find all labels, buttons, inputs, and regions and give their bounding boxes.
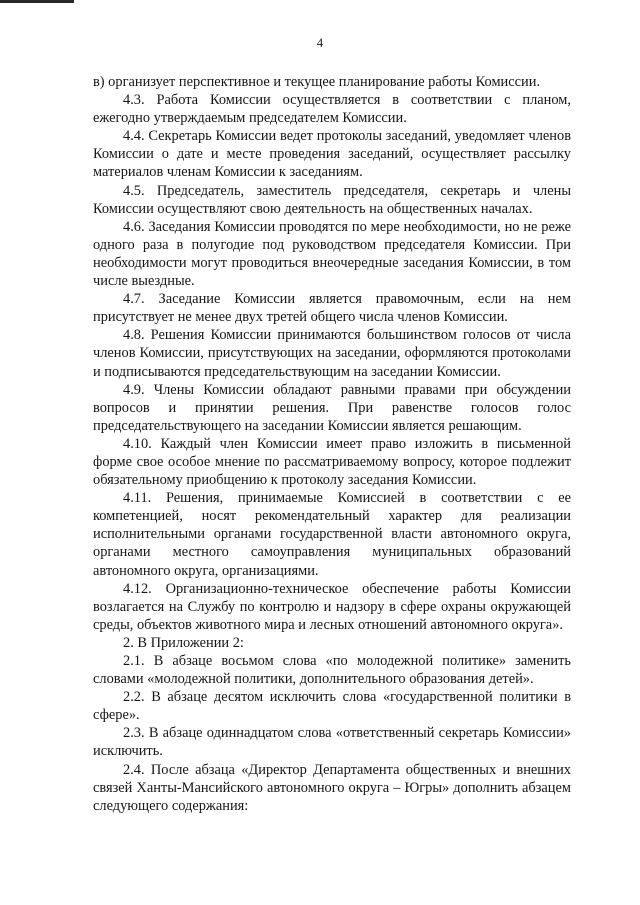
paragraph-2-3: 2.3. В абзаце одиннадцатом слова «ответственный секретарь Комиссии» исключить. — [93, 725, 571, 760]
paragraph-4-8: 4.8. Решения Комиссии принимаются большинством голосов от числа членов Комиссии, присутствующих на заседании, оформляются протоколами и подписываются председательствующим на заседании Комиссии. — [93, 327, 571, 380]
paragraph-2-4: 2.4. После абзаца «Директор Департамента общественных и внешних связей Ханты-Мансийского автономного округа – Югры» дополнить абзацем следующего содержания: — [93, 761, 571, 814]
paragraph-2-1: 2.1. В абзаце восьмом слова «по молодежной политике» заменить словами «молодежной политики, дополнительного образования детей». — [93, 653, 571, 688]
paragraph-4-6: 4.6. Заседания Комиссии проводятся по мере необходимости, но не реже одного раза в полугодие под руководством председателя Комиссии. При необходимости могут проводиться внеочередные заседания Комиссии, в том числе выездные. — [93, 218, 571, 290]
paragraph-4-4: 4.4. Секретарь Комиссии ведет протоколы заседаний, уведомляет членов Комиссии о дате и месте проведения заседаний, осуществляет рассылку материалов членам Комиссии к заседаниям. — [93, 128, 571, 181]
paragraph-4-9: 4.9. Члены Комиссии обладают равными правами при обсуждении вопросов и принятии решения. При равенстве голосов голос председательствующего на заседании Комиссии является решающим. — [93, 381, 571, 434]
paragraph-item-v: в) организует перспективное и текущее планирование работы Комиссии. — [93, 74, 541, 90]
paragraph-4-3: 4.3. Работа Комиссии осуществляется в соответствии с планом, ежегодно утверждаемым председателем Комиссии. — [93, 92, 571, 127]
paragraph-4-7: 4.7. Заседание Комиссии является правомочным, если на нем присутствует не менее двух третей общего числа членов Комиссии. — [93, 291, 571, 326]
paragraph-4-12: 4.12. Организационно-техническое обеспечение работы Комиссии возлагается на Службу по контролю и надзору в сфере охраны окружающей среды, объектов животного мира и лесных отношений автономного округа». — [93, 580, 571, 633]
paragraph-4-10: 4.10. Каждый член Комиссии имеет право изложить в письменной форме свое особое мнение по рассматриваемому вопросу, которое подлежит обязательному приобщению к протоколу заседания Комиссии. — [93, 435, 571, 489]
paragraph-4-11: 4.11. Решения, принимаемые Комиссией в соответствии с ее компетенцией, носят рекомендательный характер для реализации исполнительными органами государственной власти автономного округа, органами местного самоуправления муниципальных образований автономного округа, организациями. — [93, 490, 571, 579]
document-body — [93, 73, 571, 815]
page-number: 4 — [316, 36, 324, 50]
scan-edge-mark — [0, 0, 74, 3]
paragraph-2-2: 2.2. В абзаце десятом исключить слова «государственной политики в сфере». — [93, 689, 571, 724]
paragraph-4-5: 4.5. Председатель, заместитель председателя, секретарь и члены Комиссии осуществляют свою деятельность на общественных началах. — [93, 182, 571, 217]
paragraph-2: 2. В Приложении 2: — [123, 634, 244, 651]
